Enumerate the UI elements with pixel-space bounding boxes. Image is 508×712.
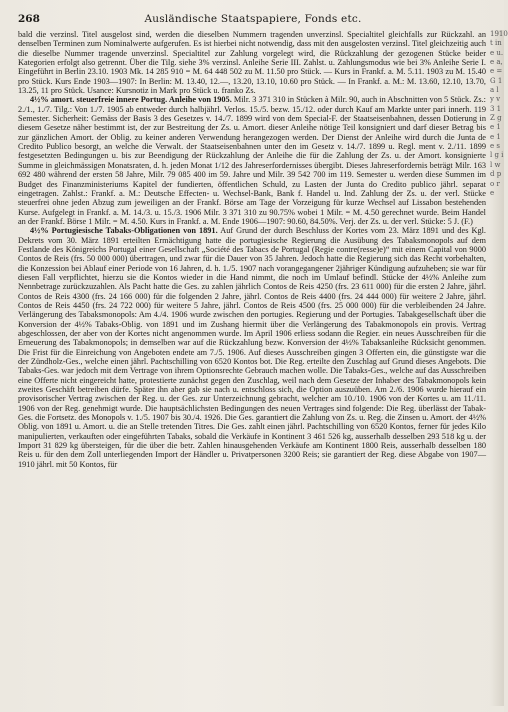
section-heading: 4½% Portugiesische Tabaks-Obligationen von 1891. (30, 226, 218, 236)
paragraph-intro (18, 30, 486, 95)
page-header (18, 12, 488, 26)
document-body (18, 30, 486, 706)
paragraph-text: bald die verzinsl. Titel ausgelost sind, werden die dieselben Nummern tragenden unverzinsl. Specialtitel gleichfalls zur Rückzahl. an denselben Terminen zum Nominalwerte aufgerufen. Es ist hierbei nicht notwendig, dass mit den ausgelosten verzinsl. Titel gleichzeitig auch die dieselbe Nummer tragende unverzinsl. Specialtitel zur Zahlung vorgelegt wird, die Rückzahlung der gezogenen Stücke beider Kategorien erfolgt also getrennt. Über die Tilg. siehe 3% verzinsl. Anleihe Serie III. Zahlst. u. Zahlungsmodus wie bei 3% Anleihe Serie I. Eingeführt in Berlin 23.10. 1903 Mk. 14 285 910 = M. 64 448 502 zu M. 11.50 pro Stück. — Kurs in Frankf. a. M. 5.11. 1903 zu M. 15.40 pro Stück. Kurs Ende 1903—1907: In Berlin: M. 13.40, 12.—, 13.20, 13.10, 10.60 pro Stück. — In Frankf. a. M.: M. 13.60, 12.10, 13.70, 13.25, 11 pro Stück. Usance: Kursnotiz in Mark pro Stück u. franko Zs. (18, 30, 486, 96)
running-title: Ausländische Staatspapiere, Fonds etc. (144, 13, 362, 25)
edge-fragments: 1910 t in e u. e a, e = G 1 a l y v 3 1 Z g e 1 e 1 e s l g i l w d p o r e (490, 30, 508, 197)
section-heading: 4½% amort. steuerfreie innere Portug. Anleihe von 1905. (30, 95, 232, 105)
paragraph-text: Auf Grund der durch Beschluss der Kortes vom 23. März 1891 und des Kgl. Dekrets vom 30. März 1891 erteilten Ermächtigung hatte die portugiesische Regierung die Ausübung des Tabaksmonopols auf dem Festlande des Königreichs Portugal einer Gesellschaft „Société des Tabacs de Portugal (Regie contre(resse)e)“ mit einem Capital von 9000 Contos de Reis (frs. 50 000 000) übertragen, und zwar für die Dauer von 35 Jahren. Jedoch hatte die Regierung sich das Recht vorbehalten, die Konzession bei Ablauf einer Periode von 16 Jahren, d. h. 1./5. 1907 nach vorangegangener 2jähriger Kündigung aufzuheben; sie war für diesen Fall verpflichtet, hierzu sie die Kontos wieder in die Hand nimmt, die noch im Umlauf befindl. Stücke der 4½% Anleihe zum Nennbetrage zurückzuzahlen. Als Pacht hatte die Ges. zu zahlen jährlich Contos de Reis 4250 (frs. 23 611 000) für die ersten 2 Jahre, jährl. Contos de Reis 4300 (frs. 24 166 000) für die folgenden 2 Jahre, jährl. Contos de Reis 4400 (frs. 24 444 000) für weitere 2 Jahre, jährl. Contos de Reis 4450 (frs. 24 722 000) für weitere 5 Jahre, jährl. Contos de Reis 4500 (frs. 25 000 000) für die verbleibenden 24 Jahre. Verlängerung des Tabaksmonopols: Am 4./4. 1906 wurde zwischen den portugies. Regierung und der Portugies. Tabakgesellschaft über die Konversion der 4½% Tabaks-Oblig. von 1891 und im Zushang hiermit über die Verlängerung des Tabakmonopols ein provis. Vertrag abgeschlossen, der aber von der Kortes nicht angenommen wurde. Im April 1906 erliess sodann die Regier. ein neues Ausschreiben für die Erneuerung des Tabakmonopols; in demselben war auf die Rückzahlung bezw. Konversion der 4½% Tabaksanleihe Rücksicht genommen. Die Frist für die Einreichung von Angeboten endete am 7./5. 1906. Auf dieses Ausschreiben gingen 3 Offerten ein, die günstigste war die der Zündholz-Ges., welche einen jährl. Pachtschilling von 6520 Kontos bot. Die Reg. erteilte den Zuschlag auf Grund dieses Angebots. Die Tabaks-Ges. war jedoch mit dem Vertrage von ihrem Optionsrechte Gebrauch machen wolle. Die Tabaks-Ges., welche auf das Ausschreiben eine Offerte nicht eingereicht hatte, protestierte zunächst gegen den Zuschlag, weil nach dem Gesetze der Inhaber des Tabakmonopols kein zweites Geschäft betreiben dürfe. Später ihn aber gab sie nach u. entschloss sich, die Option auszuüben. Am 2./6. 1906 wurde hierauf ein provisorischer Vertrag zwischen der Reg. u. der Ges. zur Unterzeichnung gebracht, welcher am 10./10. 1906 von der Kortes u. am 11./11. 1906 von der Reg. genehmigt wurde. Die hauptsächlichsten Bedingungen des neuen Vertrages sind folgende: Die Reg. überlässt der Tabak-Ges. die Fortsetz. des Monopols v. 1./5. 1907 bis 30./4. 1926. Die Ges. garantiert die Zahlung von Zs. u. Reg. die Zinsen u. Amort. der 4½% Oblig. von 1891 u. Amort. u. die an Stelle tretenden Titres. Die Ges. zahlt einen jährl. Pachtschilling von 6520 Kontos, ferner für jedes Kilo manipulierten, verkauften oder eingeführten Tabaks, sobald die Verkäufe in Kontinent 3 461 526 kg, ausserhalb desselben 293 518 kg u. der Import 31 829 kg übersteigen, für die über die betr. Zahlen hinausgehenden Verkäufe am Kontinent 1800 Reis, ausserhalb desselben 180 Reis u. für den dem Zoll unterliegenden Import der Händler u. Privatpersonen 3200 Reis; sie garantiert der Reg. diese Abgabe von 1907—1910 jährl. mit 50 Kontos, für (18, 226, 486, 469)
right-edge-bleed (490, 30, 508, 706)
paragraph-tabaks-obligationen (18, 226, 486, 469)
paragraph-anleihe-1905 (18, 95, 486, 226)
page-number: 268 (18, 13, 40, 25)
paragraph-text: Milr. 3 371 310 in Stücken à Milr. 90, auch in Abschnitten von 5 Stück. Zs.: 2./1., 1./7. Tilg.: Von 1./7. 1905 ab entweder durch halbjährl. Verlos. 15./5. bezw. 15./12. oder durch Kauf am Markte unter pari innerh. 119 Semester. Sicherheit: Gemäss der Basis 3 des Gesetzes v. 14./7. 1899 wird von dem Special-F. der Staatseisenbahnen, dessen Dotierung in diesem Gesetze näher bestimmt ist, der zur Bestreitung der Zs. u. Amort. dieser Anleihe nötige Teil konsigniert und darf dieser Betrag bis zur gänzlichen Amort. der Oblig. zu keiner anderen Verwendung herangezogen werden. Der Dienst der Anleihe wird durch die Junta de Credito Publico besorgt, an welche die Verwalt. der Staatseisenbahnen unter den im Gesetz v. 14./7. 1899 u. Regl. ment v. 2./11. 1899 festgesetzten Bedingungen u. bis zur Beendigung der Rückzahlung der Anleihe die für die Zahlung der Zs. u. der Amort. konsignierte Summe in gleichmässigen Monatsraten, d. h. jeden Monat 1/12 des Jahreserfordernisses übergibt. Dieses Jahreserfordernis beträgt Milr. 163 692 480 während der ersten 58 Jahre, Milr. 79 085 400 im 59. Jahre und Milr. 39 542 700 im 119. Semester u. werden diese Summen im Budget des Finanzministeriums Kapitel der fundierten, öffentlichen Schuld, zu Lasten der Junta do Credito publico jährl. separat eingetragen. Zahlst.: Frankf. a. M.: Deutsche Effecten- u. Wechsel-Bank, Bank f. Handel u. Ind. Zahlung der Zs. u. der verl. Stücke steuerfrei ohne jeden Abzug zum jeweiligen an der Frankf. Börse am Tage der Vorzeigung für kurze Wechsel auf Lissabon bestehenden Kurse. Aufgelegt in Frankf. a. M. 14./3. u. 15./3. 1906 Milr. 3 371 310 zu 90.75% wobei 1 Milr. = M. 4.50 gerechnet wurde. Beim Handel an der Frankf. Börse 1 Milr. = M. 4.50. Kurs in Frankf. a. M. Ende 1906—1907: 90.60, 84.50%. Verj. der Zs. u. der verl. Stücke: 5 J. (F.) (18, 95, 486, 226)
